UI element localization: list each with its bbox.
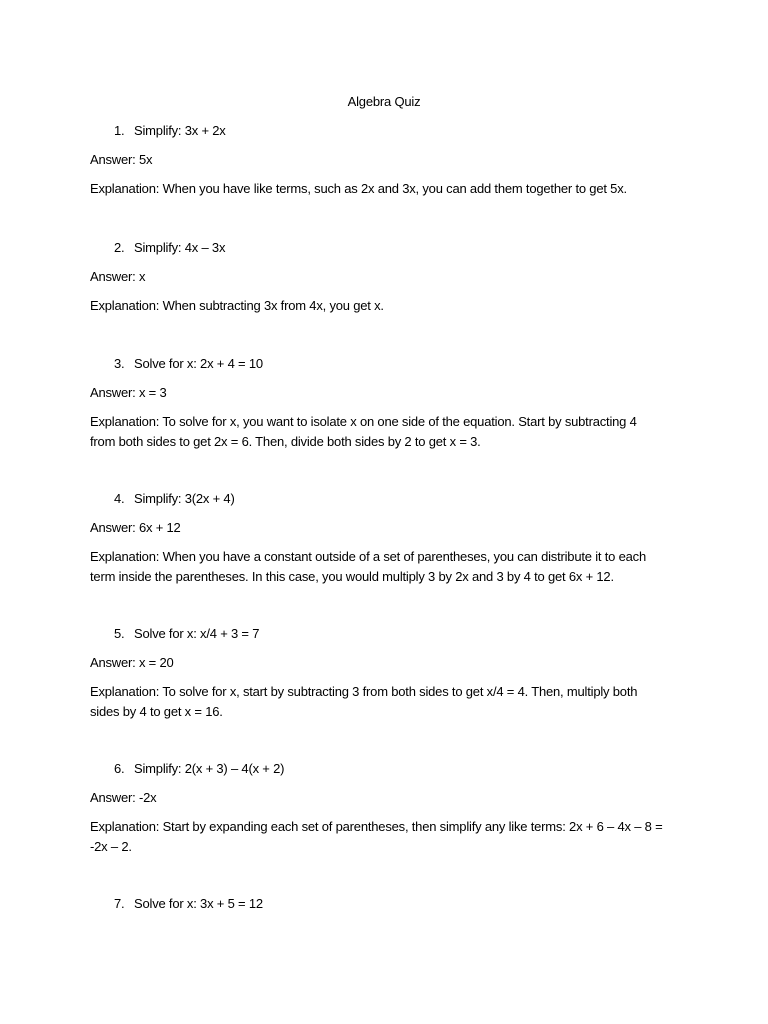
answer-label: Answer:	[90, 269, 136, 284]
explanation-text: When you have like terms, such as 2x and 3x, you can add them together to get 5x.	[159, 181, 627, 196]
question-number: 5.	[114, 626, 125, 641]
explanation-label: Explanation:	[90, 684, 160, 699]
question-prompt: Simplify: 2(x + 3) – 4(x + 2)	[134, 761, 285, 776]
answer-3	[90, 383, 670, 403]
answer-label: Answer:	[90, 790, 136, 805]
answer-text: -2x	[135, 790, 157, 805]
answer-2	[90, 267, 670, 287]
answer-label: Answer:	[90, 152, 136, 167]
explanation-label: Explanation:	[90, 549, 160, 564]
question-prompt: Simplify: 3(2x + 4)	[134, 491, 235, 506]
question-number: 1.	[114, 123, 125, 138]
answer-5	[90, 653, 670, 673]
question-prompt: Simplify: 3x + 2x	[134, 123, 226, 138]
answer-label: Answer:	[90, 655, 136, 670]
question-prompt: Simplify: 4x – 3x	[134, 240, 226, 255]
answer-text: 6x + 12	[135, 520, 181, 535]
explanation-1	[90, 179, 670, 199]
question-prompt: Solve for x: x/4 + 3 = 7	[134, 626, 260, 641]
question-prompt: Solve for x: 3x + 5 = 12	[134, 896, 263, 911]
question-6	[114, 759, 694, 779]
question-3	[114, 354, 694, 374]
explanation-text: When you have a constant outside of a set of parentheses, you can distribute it to each term inside the parentheses. In this case, you would multiply 3 by 2x and 3 by 4 to get 6x + 12.	[90, 549, 646, 584]
question-7	[114, 894, 694, 914]
answer-4	[90, 518, 670, 538]
explanation-text: To solve for x, start by subtracting 3 from both sides to get x/4 = 4. Then, multiply both sides by 4 to get x = 16.	[90, 684, 638, 719]
answer-text: x = 20	[135, 655, 174, 670]
answer-text: 5x	[135, 152, 153, 167]
explanation-text: To solve for x, you want to isolate x on one side of the equation. Start by subtracting 4 from both sides to get 2x = 6. Then, divide both sides by 2 to get x = 3.	[90, 414, 637, 449]
question-number: 3.	[114, 356, 125, 371]
explanation-5	[90, 682, 665, 722]
question-number: 7.	[114, 896, 125, 911]
answer-text: x = 3	[135, 385, 167, 400]
explanation-6	[90, 817, 665, 857]
question-5	[114, 624, 694, 644]
question-number: 2.	[114, 240, 125, 255]
explanation-label: Explanation:	[90, 181, 160, 196]
explanation-2	[90, 296, 670, 316]
explanation-3	[90, 412, 665, 452]
answer-label: Answer:	[90, 385, 136, 400]
question-number: 4.	[114, 491, 125, 506]
explanation-label: Explanation:	[90, 414, 160, 429]
explanation-label: Explanation:	[90, 298, 160, 313]
explanation-text: When subtracting 3x from 4x, you get x.	[159, 298, 384, 313]
answer-text: x	[135, 269, 146, 284]
document-title: Algebra Quiz	[347, 94, 421, 109]
question-4	[114, 489, 694, 509]
question-1	[114, 121, 694, 141]
explanation-label: Explanation:	[90, 819, 160, 834]
question-prompt: Solve for x: 2x + 4 = 10	[134, 356, 263, 371]
question-number: 6.	[114, 761, 125, 776]
answer-1	[90, 150, 670, 170]
explanation-text: Start by expanding each set of parentheses, then simplify any like terms: 2x + 6 – 4x – 8 = -2x – 2.	[90, 819, 663, 854]
explanation-4	[90, 547, 665, 587]
question-2	[114, 238, 694, 258]
answer-label: Answer:	[90, 520, 136, 535]
answer-6	[90, 788, 670, 808]
